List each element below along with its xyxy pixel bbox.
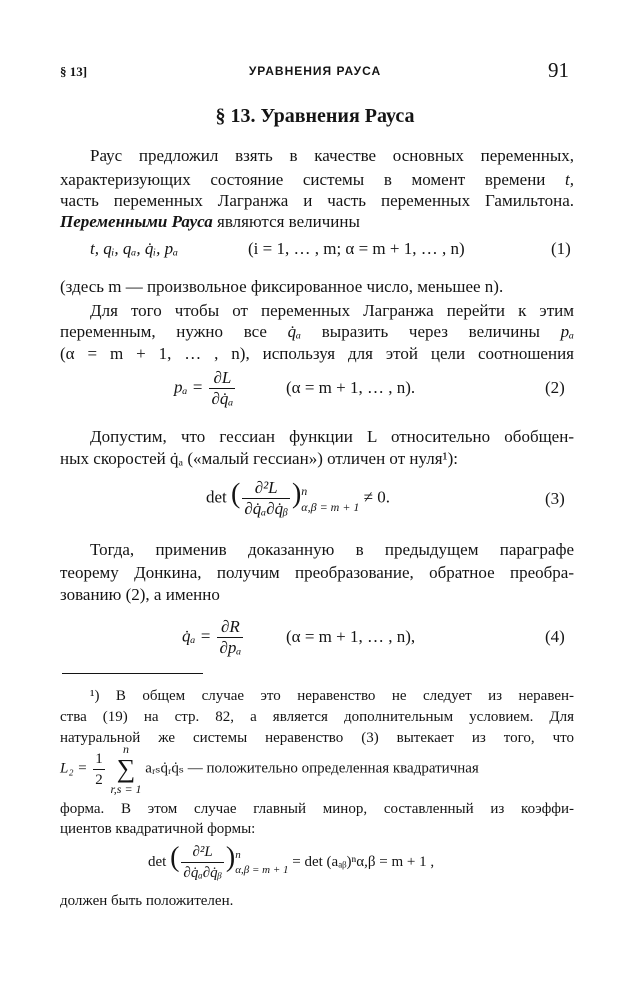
text-span: характеризующих состояние системы в момент времени [60,170,546,189]
equation-2 [174,368,237,409]
variable-p: pₐ [560,322,575,341]
equation-number: (4) [545,627,565,646]
paragraph-line [60,320,574,344]
fraction-numerator: ∂R [217,617,243,638]
footnote-line: ¹) В общем случае это неравенство не следует из неравен- [90,688,574,704]
sum-upper: n [122,742,129,756]
paragraph-line: Тогда, применив доказанную в предыдущем параграфе [90,540,574,559]
superscript: n [235,848,241,861]
footnote-equation [148,842,434,883]
fraction-numerator: ∂²L [242,478,290,499]
fraction-denominator: 2 [95,771,103,788]
right-paren: ) [225,841,236,873]
superscript: n [301,483,308,498]
paragraph-line: Допустим, что гессиан функции L относительно обобщен- [90,427,574,446]
left-paren: ( [170,841,180,873]
equation-number: (2) [545,378,565,397]
text-span: величины [468,322,540,341]
equation-lhs: pₐ = [174,377,204,397]
summation [110,742,141,796]
variable-t: t, [565,170,574,189]
paragraph-line: Раус предложил взять в качестве основных переменных, [90,146,574,165]
footnote-line: натуральной же системы неравенство (3) вытекает из того, что [60,730,574,746]
page-number: 91 [548,58,569,82]
right-paren: ) [291,478,302,510]
paragraph-line: (здесь m — произвольное фиксированное число, меньшее n). [60,277,504,296]
fraction [217,617,243,658]
text-span: через [408,322,448,341]
formula-term: aᵣₛq̇ᵣq̇ₛ — положительно определенная квадратичная [145,760,479,777]
defined-term: Переменными Рауса [60,212,213,231]
footnote-line: форма. В этом случае главный минор, составленный из коэффи- [60,801,574,817]
equation-number: (1) [551,239,571,258]
equation-4 [182,617,245,658]
det-operator: det [148,853,167,870]
equation-1-vars: t, qᵢ, qₐ, q̇ᵢ, pₐ [90,239,179,258]
equation-rhs: = det (aₐᵦ)ⁿα,β = m + 1 , [292,853,435,870]
text-span: являются величины [217,212,360,231]
footnote-line: должен быть положителен. [60,893,234,909]
footnote-divider [62,673,203,674]
fraction-numerator: 1 [93,749,105,770]
footnote-line: ства (19) на стр. 82, а является дополнительным условием. Для [60,709,574,725]
fraction-numerator: ∂²L [181,842,223,863]
variable-qdot: q̇ₐ [287,322,302,341]
fraction [209,368,235,409]
paragraph-line: зованию (2), а именно [60,585,220,604]
equation-rhs: ≠ 0. [363,487,391,507]
equation-lhs: q̇ₐ = [182,626,212,646]
paragraph-line: Для того чтобы от переменных Лагранжа перейти к этим [90,301,574,320]
paragraph-line: теорему Донкина, получим преобразование, обратное преобра- [60,563,574,582]
section-title: § 13. Уравнения Рауса [215,105,415,127]
footnote-line: циентов квадратичной формы: [60,821,256,837]
paragraph-line [60,210,574,234]
equation-number: (3) [545,489,565,508]
index-block [301,483,359,515]
index-block [235,848,288,878]
text-span: переменным, [60,322,156,341]
text-span: нужно [176,322,224,341]
subscript: α,β = m + 1 [235,863,289,876]
fraction-denominator: ∂q̇ₐ∂q̇ᵦ [244,499,288,518]
formula-lhs: L₂ = [60,760,88,777]
equation-1-range: (i = 1, … , m; α = m + 1, … , n) [248,239,465,258]
fraction [242,478,290,519]
det-operator: det [206,487,227,507]
paragraph-line: ных скоростей q̇ₐ («малый гессиан») отличен от нуля¹): [60,449,459,468]
text-span: все [243,322,267,341]
fraction-denominator: ∂q̇ₐ∂q̇ᵦ [183,865,222,881]
subscript: α,β = m + 1 [301,499,360,514]
equation-4-range: (α = m + 1, … , n), [286,627,416,646]
fraction-denominator: ∂pₐ [219,638,242,657]
running-head-section: § 13] [60,64,88,79]
running-head-title: УРАВНЕНИЯ РАУСА [248,64,382,78]
footnote-formula [60,742,479,796]
fraction-denominator: ∂q̇ₐ [211,389,234,408]
fraction [181,842,223,883]
paragraph-line: (α = m + 1, … , n), используя для этой цели соотношения [60,344,574,363]
text-span: выразить [321,322,389,341]
paragraph-line: часть переменных Лагранжа и часть переменных Гамильтона. [60,191,574,210]
fraction-numerator: ∂L [209,368,235,389]
fraction-half [93,749,105,790]
left-paren: ( [231,478,241,510]
equation-3 [206,478,390,519]
sum-lower: r,s = 1 [110,782,142,796]
sum-sign: ∑ [116,754,136,783]
equation-2-range: (α = m + 1, … , n). [286,378,416,397]
